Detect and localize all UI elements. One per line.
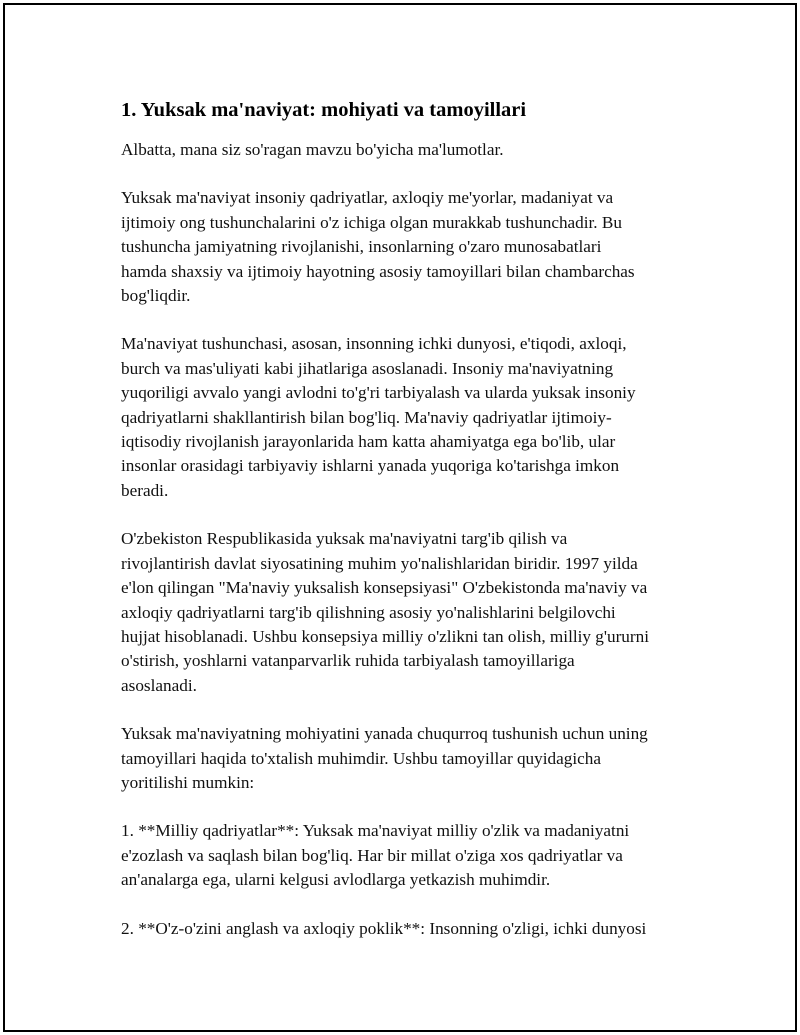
paragraph-line: asoslanadi. [121,675,197,695]
paragraph-line: burch va mas'uliyati kabi jihatlariga asoslanadi. Insoniy ma'naviyatning [121,358,614,378]
document-body [121,96,701,941]
body-paragraph [121,819,701,892]
page-frame [3,3,797,1032]
paragraph-line: hujjat hisoblanadi. Ushbu konsepsiya milliy o'zlikni tan olish, milliy g'ururni [121,626,649,646]
paragraph-line: tushuncha jamiyatning rivojlanishi, insonlarning o'zaro munosabatlari [121,237,602,257]
paragraph-line: bog'liqdir. [121,286,191,306]
paragraph-line: hamda shaxsiy va ijtimoiy hayotning asosiy tamoyillari bilan chambarchas [121,261,635,281]
paragraph-line: tamoyillari haqida to'xtalish muhimdir. Ushbu tamoyillar quyidagicha [121,748,601,768]
paragraph-line: Yuksak ma'naviyatning mohiyatini yanada chuqurroq tushunish uchun uning [121,724,648,744]
paragraph-line: e'zozlash va saqlash bilan bog'liq. Har bir millat o'ziga xos qadriyatlar va [121,845,623,865]
paragraphs-container [121,186,701,941]
paragraph-line: Yuksak ma'naviyat insoniy qadriyatlar, axloqiy me'yorlar, madaniyat va [121,188,614,208]
paragraph-line: o'stirish, yoshlarni vatanparvarlik ruhida tarbiyalash tamoyillariga [121,651,575,671]
paragraph-line: yuqoriligi avvalo yangi avlodni to'g'ri tarbiyalash va ularda yuksak insoniy [121,383,636,403]
paragraph-line: axloqiy qadriyatlarni targ'ib qilishning asosiy yo'nalishlarini belgilovchi [121,602,616,622]
paragraph-line: insonlar orasidagi tarbiyaviy ishlarni yanada yuqoriga ko'tarishga imkon [121,456,620,476]
body-paragraph [121,722,701,795]
paragraph-line: O'zbekiston Respublikasida yuksak ma'naviyatni targ'ib qilish va [121,529,568,549]
paragraph-line: qadriyatlarni shakllantirish bilan bog'liq. Ma'naviy qadriyatlar ijtimoiy- [121,407,612,427]
document-title: 1. Yuksak ma'naviyat: mohiyati va tamoyillari [121,99,527,121]
paragraph-line: e'lon qilingan "Ma'naviy yuksalish konsepsiyasi" O'zbekistonda ma'naviy va [121,578,648,598]
paragraph-line: ijtimoiy ong tushunchalarini o'z ichiga olgan murakkab tushunchadir. Bu [121,212,622,232]
paragraph-line: 1. **Milliy qadriyatlar**: Yuksak ma'naviyat milliy o'zlik va madaniyatni [121,821,630,841]
body-paragraph [121,186,701,308]
paragraph-line: rivojlantirish davlat siyosatining muhim yo'nalishlaridan biridir. 1997 yilda [121,553,638,573]
paragraph-line: iqtisodiy rivojlanish jarayonlarida ham katta ahamiyatga ega bo'lib, ular [121,432,616,452]
paragraph-line: an'analarga ega, ularni kelgusi avlodlarga yetkazish muhimdir. [121,870,551,890]
paragraph-line: yoritilishi mumkin: [121,772,255,792]
paragraph-line: beradi. [121,480,169,500]
body-paragraph [121,332,701,503]
intro-paragraph: Albatta, mana siz so'ragan mavzu bo'yicha ma'lumotlar. [121,140,504,159]
body-paragraph [121,527,701,698]
paragraph-line: 2. **O'z-o'zini anglash va axloqiy poklik**: Insonning o'zligi, ichki dunyosi [121,918,647,938]
body-paragraph [121,917,701,941]
paragraph-line: Ma'naviyat tushunchasi, asosan, insonning ichki dunyosi, e'tiqodi, axloqi, [121,334,627,354]
